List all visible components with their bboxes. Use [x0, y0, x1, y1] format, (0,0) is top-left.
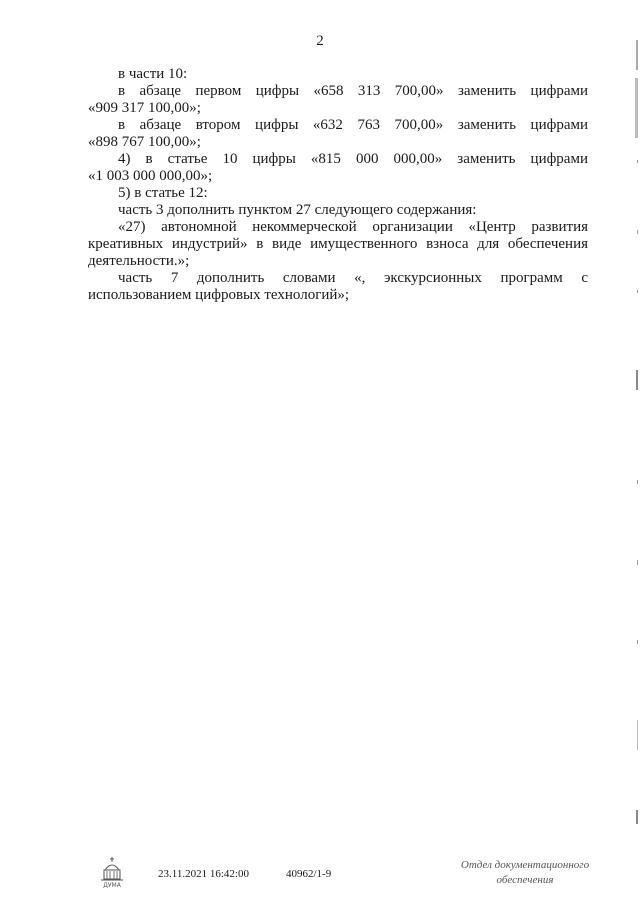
text-line: часть 7 дополнить словами «, экскурсионных программ с	[118, 270, 588, 286]
text-line: в части 10:	[118, 66, 188, 82]
text-line: в абзаце втором цифры «632 763 700,00» заменить цифрами	[118, 117, 588, 133]
text-line: 5) в статье 12:	[118, 185, 208, 201]
logo-text: ДУМА	[103, 882, 121, 888]
scan-margin-marks	[626, 40, 638, 860]
department-stamp	[440, 858, 610, 888]
stamp-line: Отдел документационного	[460, 859, 590, 871]
text-line: «898 767 100,00»;	[88, 134, 201, 150]
text-line: часть 3 дополнить пунктом 27 следующего содержания:	[118, 202, 477, 218]
text-line: использованием цифровых технологий»;	[88, 287, 350, 303]
text-line: деятельности.»;	[88, 253, 190, 269]
text-line: «1 003 000 000,00»;	[88, 168, 213, 184]
stamp-line: обеспечения	[496, 874, 554, 886]
text-line: «27) автономной некоммерческой организации «Центр развития	[118, 219, 588, 235]
registration-number: 40962/1-9	[286, 868, 332, 880]
text-line: 4) в статье 10 цифры «815 000 000,00» заменить цифрами	[118, 151, 588, 167]
page-number: 2	[316, 33, 324, 49]
text-line: креативных индустрий» в виде имущественного взноса для обеспечения	[88, 236, 588, 252]
text-line: в абзаце первом цифры «658 313 700,00» заменить цифрами	[118, 83, 588, 99]
text-line: «909 317 100,00»;	[88, 100, 201, 116]
duma-emblem-icon	[98, 856, 126, 888]
document-body	[88, 66, 588, 304]
registration-date: 23.11.2021 16:42:00	[158, 868, 249, 880]
